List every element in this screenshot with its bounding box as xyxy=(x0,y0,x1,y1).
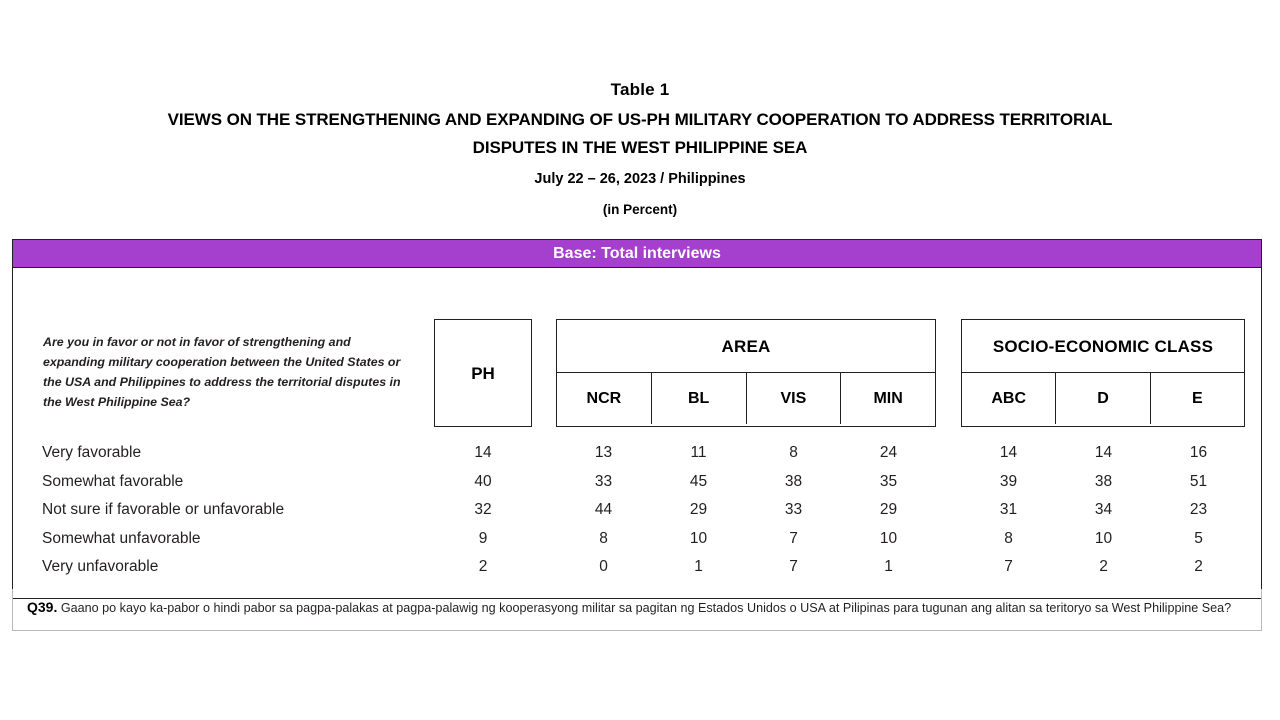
page-title-line1: VIEWS ON THE STRENGTHENING AND EXPANDING OF US-PH MILITARY COOPERATION TO ADDRESS TERRITORIAL xyxy=(167,110,1113,129)
cell-min: 1 xyxy=(884,558,893,576)
table-body xyxy=(13,268,1261,598)
cell-ph: 2 xyxy=(478,558,488,576)
cell-bl: 1 xyxy=(694,558,703,576)
column-group-area xyxy=(556,319,936,427)
question-text: Are you in favor or not in favor of strengthening and expanding military cooperation between the United States or the USA and Philippines to address the territorial disputes in the West Philippine Sea? xyxy=(43,335,401,409)
cell-bl: 11 xyxy=(690,444,707,461)
column-header-ncr: NCR xyxy=(557,373,652,424)
cell-ncr: 44 xyxy=(594,501,613,519)
title-block xyxy=(0,0,1280,219)
cell-abc: 31 xyxy=(999,501,1018,519)
cell-d: 10 xyxy=(1094,529,1113,547)
page-title xyxy=(0,100,1280,162)
column-header-d: D xyxy=(1056,373,1150,424)
column-header-vis: VIS xyxy=(747,373,842,424)
cell-ph: 40 xyxy=(474,472,492,490)
column-header-bl: BL xyxy=(652,373,747,424)
cell-bl: 29 xyxy=(689,501,708,519)
cell-bl: 10 xyxy=(689,529,708,547)
table-row xyxy=(13,473,1261,502)
row-label: Somewhat favorable xyxy=(42,472,184,490)
table-row xyxy=(13,530,1261,559)
cell-ph: 9 xyxy=(478,529,488,547)
data-table xyxy=(12,239,1262,599)
cell-min: 24 xyxy=(879,444,898,461)
cell-abc: 7 xyxy=(1004,558,1013,576)
cell-d: 2 xyxy=(1099,558,1108,576)
column-group-area-title: AREA xyxy=(557,320,935,373)
table-row xyxy=(13,558,1261,587)
table-rows xyxy=(13,444,1261,587)
cell-abc: 39 xyxy=(999,472,1018,490)
table-row xyxy=(13,444,1261,473)
cell-ncr: 8 xyxy=(599,529,608,547)
unit-subtitle: (in Percent) xyxy=(602,202,678,217)
cell-min: 10 xyxy=(879,529,898,547)
cell-d: 34 xyxy=(1094,501,1113,519)
cell-vis: 33 xyxy=(784,501,803,519)
cell-bl: 45 xyxy=(689,472,708,490)
cell-vis: 8 xyxy=(789,444,798,461)
cell-e: 23 xyxy=(1189,501,1208,519)
column-header-min: MIN xyxy=(873,390,903,407)
table-number: Table 1 xyxy=(610,80,670,99)
cell-abc: 8 xyxy=(1004,529,1013,547)
cell-ph: 32 xyxy=(474,501,492,519)
cell-ncr: 0 xyxy=(599,558,608,576)
cell-d: 14 xyxy=(1094,444,1113,461)
date-location-subtitle: July 22 – 26, 2023 / Philippines xyxy=(534,171,746,187)
column-header-e: E xyxy=(1191,390,1203,407)
cell-e: 16 xyxy=(1189,444,1208,461)
cell-ncr: 33 xyxy=(594,472,613,490)
footnote-question xyxy=(12,589,1262,631)
page-title-line2: DISPUTES IN THE WEST PHILIPPINE SEA xyxy=(472,138,808,157)
row-label: Very unfavorable xyxy=(42,558,159,576)
column-group-sec-title: SOCIO-ECONOMIC CLASS xyxy=(962,320,1244,373)
cell-e: 51 xyxy=(1189,472,1208,490)
row-label: Somewhat unfavorable xyxy=(42,529,201,547)
cell-e: 2 xyxy=(1194,558,1203,576)
cell-min: 35 xyxy=(879,472,898,490)
cell-vis: 38 xyxy=(784,472,803,490)
footnote-question-code: Q39. xyxy=(27,599,58,615)
cell-d: 38 xyxy=(1094,472,1113,490)
cell-ncr: 13 xyxy=(594,444,613,461)
base-total-interviews-bar: Base: Total interviews xyxy=(13,240,1261,268)
row-label: Very favorable xyxy=(42,444,142,461)
cell-vis: 7 xyxy=(789,529,798,547)
column-group-area-subheaders xyxy=(557,373,935,424)
table-row xyxy=(13,501,1261,530)
column-header-ph: PH xyxy=(434,319,532,427)
cell-min: 29 xyxy=(879,501,898,519)
cell-abc: 14 xyxy=(999,444,1018,461)
row-label: Not sure if favorable or unfavorable xyxy=(42,501,285,519)
column-group-socio-economic-class xyxy=(961,319,1245,427)
cell-ph: 14 xyxy=(474,444,492,461)
footnote-question-text: Gaano po kayo ka-pabor o hindi pabor sa pagpa-palakas at pagpa-palawig ng kooperasyong militar sa pagitan ng Estados Unidos o USA at Pilipinas para tugunan ang alitan sa teritoryo sa West Philippine Sea? xyxy=(57,601,1232,615)
column-header-abc: ABC xyxy=(962,373,1056,424)
column-group-sec-subheaders xyxy=(962,373,1244,424)
cell-e: 5 xyxy=(1194,529,1203,547)
cell-vis: 7 xyxy=(789,558,798,576)
